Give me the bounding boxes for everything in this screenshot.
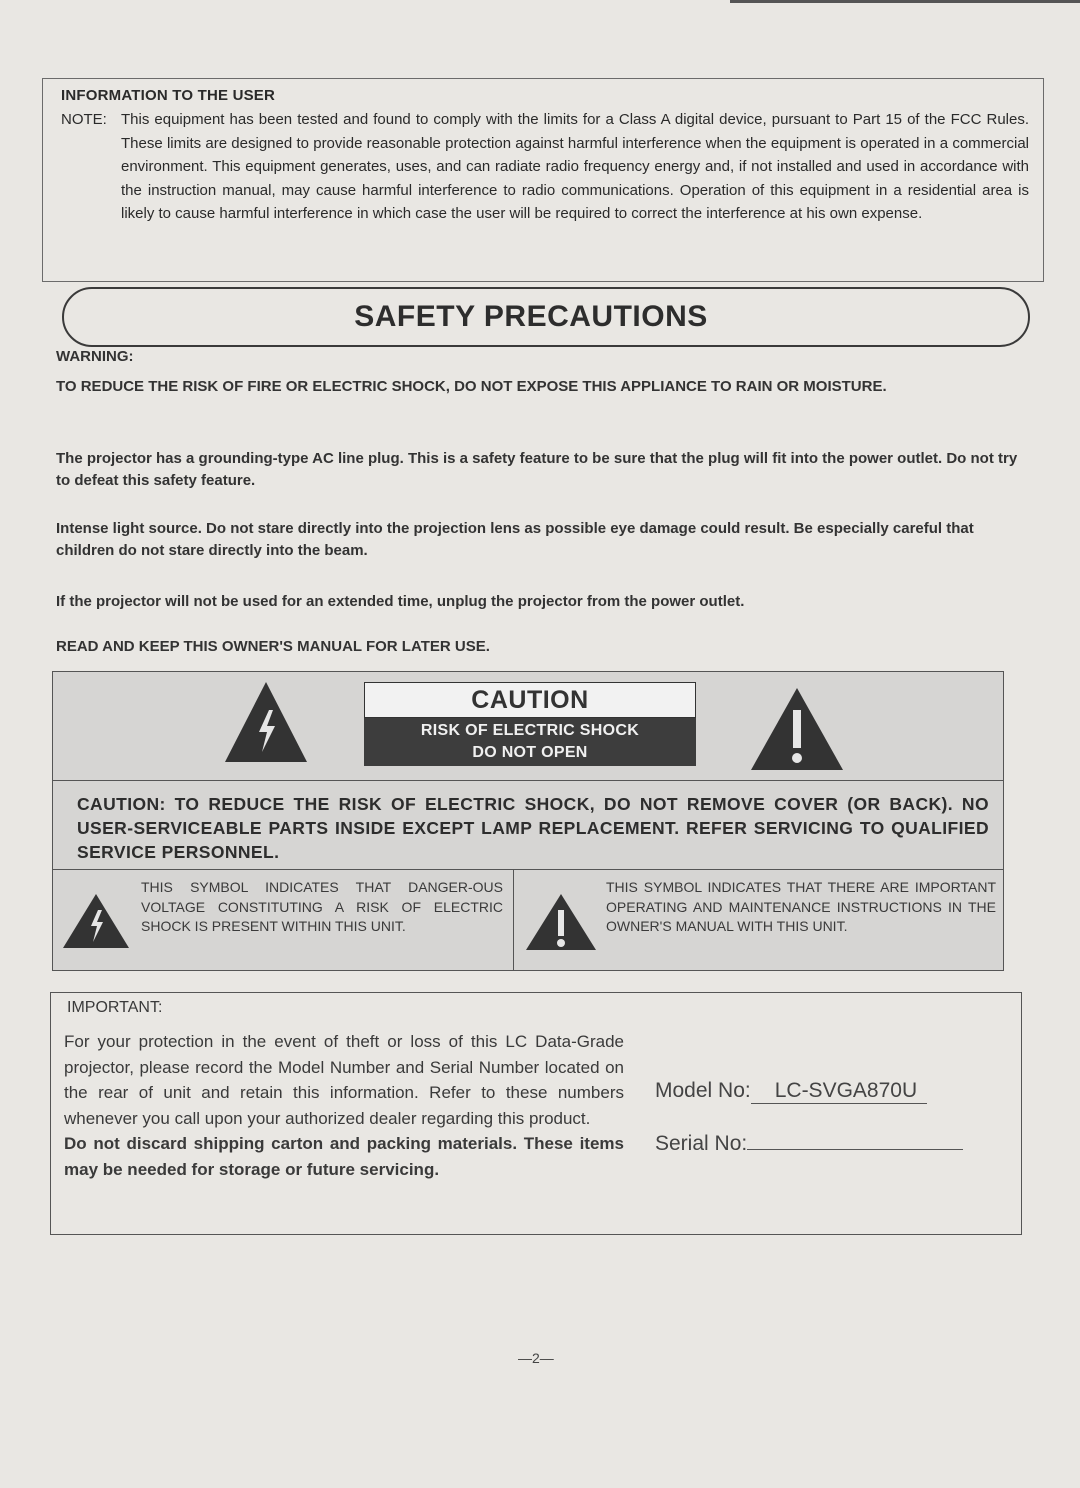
exclamation-symbol-cell [514,870,1003,970]
serial-number-row [655,1129,963,1156]
symbol-explanations [53,869,1003,970]
note-label: NOTE: [61,111,107,128]
important-label: IMPORTANT: [67,999,163,1016]
model-value: LC-SVGA870U [751,1079,927,1104]
important-bold-text: Do not discard shipping carton and packing materials. These items may be needed for storage or future servicing. [64,1134,624,1179]
caution-header [53,672,1003,781]
important-text: For your protection in the event of theft or loss of this LC Data-Grade projector, please record the Model Number and Serial Number located on the rear of unit and retain this information. Refer to these numbers whenever you call upon your authorized dealer regarding this product. [64,1032,624,1128]
exclamation-triangle-icon [749,686,845,772]
serial-label: Serial No: [655,1132,748,1155]
lightning-symbol-text: THIS SYMBOL INDICATES THAT DANGER-OUS VOLTAGE CONSTITUTING A RISK OF ELECTRIC SHOCK IS PRESENT WITHIN THIS UNIT. [141,879,503,934]
caution-panel [52,671,1004,971]
lightning-triangle-small-icon [61,892,131,950]
note-text: This equipment has been tested and found to comply with the limits for a Class A digital device, pursuant to Part 15 of the FCC Rules. These limits are designed to provide reasonable protection against harmful interference when the equipment is operated in a commercial environment. This equipment generates, uses, and can radiate radio frequency energy and, if not installed and used in accordance with the instruction manual, may cause harmful interference to radio communications. Operation of this equipment in a residential area is likely to cause harmful interference in which case the user will be required to correct the interference at his own expense. [121,111,1029,222]
model-number-row [655,1079,927,1104]
safety-precautions-title: SAFETY PRECAUTIONS [354,300,708,333]
serial-blank-line [747,1129,963,1150]
caution-bar [364,718,696,766]
caution-label-box [364,682,696,766]
unplug-paragraph: If the projector will not be used for an extended time, unplug the projector from the power outlet. [56,593,745,610]
lightning-triangle-icon [223,680,309,764]
grounding-plug-paragraph: The projector has a grounding-type AC line plug. This is a safety feature to be sure that the plug will fit into the power outlet. Do not try to defeat this safety feature. [56,450,1018,489]
risk-of-electric-shock: RISK OF ELECTRIC SHOCK [420,722,640,739]
important-box [50,992,1022,1235]
model-label: Model No: [655,1079,751,1102]
important-text-block [64,1029,624,1182]
top-edge-line [730,0,1080,3]
warning-text: TO REDUCE THE RISK OF FIRE OR ELECTRIC SHOCK, DO NOT EXPOSE THIS APPLIANCE TO RAIN OR MOISTURE. [56,378,887,395]
safety-precautions-banner [62,287,1030,347]
light-source-paragraph: Intense light source. Do not stare directly into the projection lens as possible eye damage could result. Be especially careful that children do not stare directly into the beam. [56,520,974,559]
exclamation-triangle-small-icon [524,892,598,952]
page-number: —2— [518,1350,554,1366]
info-title: INFORMATION TO THE USER [61,87,276,104]
information-to-user-box [42,78,1044,282]
warning-label: WARNING: [56,348,134,365]
do-not-open: DO NOT OPEN [472,744,588,761]
caution-text: CAUTION: TO REDUCE THE RISK OF ELECTRIC SHOCK, DO NOT REMOVE COVER (OR BACK). NO USER-SERVICEABLE PARTS INSIDE EXCEPT LAMP REPLACEMENT. REFER SERVICING TO QUALIFIED SERVICE PERSONNEL. [77,794,989,862]
caution-word: CAUTION [364,682,696,718]
keep-manual-paragraph: READ AND KEEP THIS OWNER'S MANUAL FOR LATER USE. [56,638,490,655]
lightning-symbol-cell [53,870,514,970]
exclamation-symbol-text: THIS SYMBOL INDICATES THAT THERE ARE IMPORTANT OPERATING AND MAINTENANCE INSTRUCTIONS IN THE OWNER'S MANUAL WITH THIS UNIT. [606,879,996,934]
note-row [61,108,1029,226]
